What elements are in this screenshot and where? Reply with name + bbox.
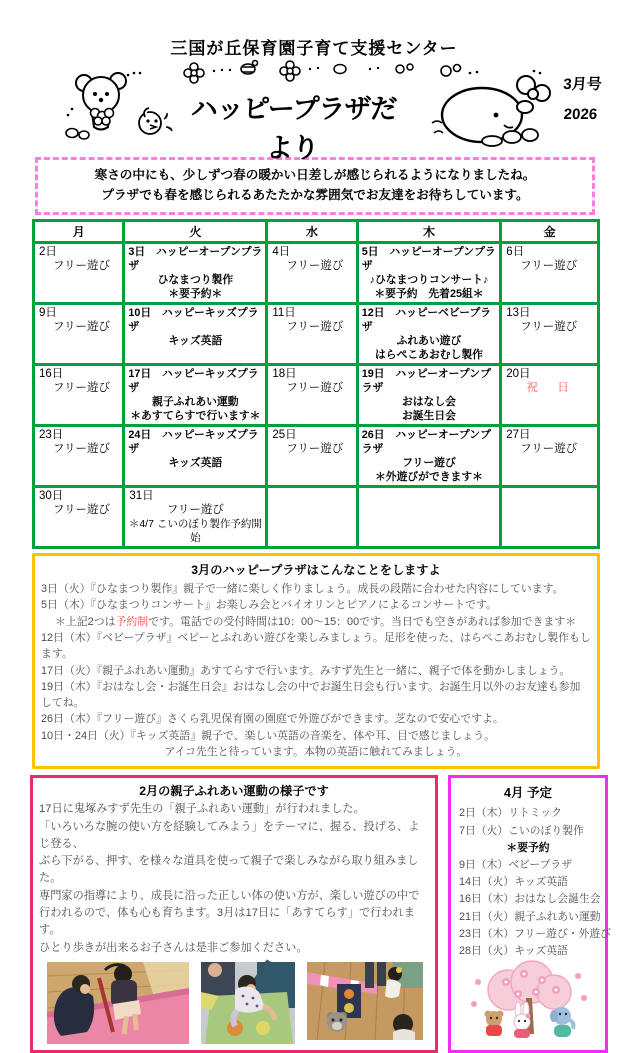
calendar-activity: フリー遊び <box>286 321 344 334</box>
calendar-event-title: 3日 ハッピーオープンプラザ <box>128 246 263 273</box>
march-info-line: 3日（火）『ひなまつり製作』親子で一緒に楽しく作りましょう。成長の段階に合わせた内容にしています。 <box>41 583 564 596</box>
february-report-line: 行われるので、体も心も育ちます。3月は17日に「あすてらす」で行われます。 <box>39 907 415 937</box>
march-info-line: 5日（木）『ひなまつりコンサート』お楽しみ会とバイオリンとピアノによるコンサートです。 <box>41 599 497 612</box>
calendar-cell <box>34 304 124 365</box>
calendar-activity: フリー遊び <box>53 382 111 395</box>
calendar-cell <box>34 426 124 487</box>
calendar-event-line: ＊要予約＊ <box>168 288 223 301</box>
march-info-box <box>32 553 600 769</box>
calendar-day-number: 13日 <box>506 307 531 320</box>
calendar-cell <box>357 487 501 548</box>
february-report-line: 専門家の指導により、成長に沿った正しい体の使い方が、楽しい遊びの中で <box>39 889 420 902</box>
march-info-line: ＊上記2つは予約制です。電話での受付時間は10：00～15：00です。当日でも空きがあれば参加できます＊ <box>55 615 577 628</box>
calendar-day-number: 16日 <box>39 368 64 381</box>
calendar-activity: フリー遊び <box>286 260 344 273</box>
calendar-event-line: 親子ふれあい運動 <box>152 396 239 409</box>
calendar-cell <box>501 243 599 304</box>
whale-doodle-icon <box>430 63 558 149</box>
march-info-title: 3月のハッピープラザはこんなことをしますよ <box>191 563 441 578</box>
march-info-line: 12日（木）『ベビープラザ』ベビーとふれあい遊びを楽しみましょう。足形を使った、はらぺこあおむし製作もします。 <box>41 631 591 661</box>
calendar-event-title: 24日 ハッピーキッズプラザ <box>128 429 259 456</box>
calendar-activity: フリー遊び <box>286 382 344 395</box>
greeting-box <box>35 157 595 215</box>
calendar-event-title: 19日 ハッピーオープンプラザ <box>361 368 491 395</box>
calendar-day-number: 20日 <box>506 368 531 381</box>
calendar-header-火: 火 <box>124 221 267 243</box>
march-info-line: 19日（木）『おはなし会・お誕生日会』おはなし会の中でお誕生日会も行います。お誕生月以外のお友達も参加してね。 <box>41 680 581 710</box>
photo-bar-hanging <box>47 962 189 1044</box>
calendar-cell <box>267 426 357 487</box>
calendar-day-number: 23日 <box>39 429 64 442</box>
calendar-event-title: 5日 ハッピーオープンプラザ <box>361 246 496 273</box>
calendar-event-title: 26日 ハッピーオープンプラザ <box>361 429 491 456</box>
calendar-cell <box>501 304 599 365</box>
april-schedule-item: 14日（火）キッズ英語 <box>459 876 568 889</box>
calendar-activity: フリー遊び <box>166 504 224 517</box>
calendar-cell <box>34 487 124 548</box>
calendar-cell <box>124 365 267 426</box>
calendar-event-line: ＊あすてらすで行います＊ <box>130 410 261 423</box>
february-report-line: ぶら下がる、押す、を様々な道具を使って親子で楽しみながら取り組みました。 <box>39 855 419 885</box>
calendar-event-line: はらぺこあおむし製作 <box>374 349 483 362</box>
calendar-activity: フリー遊び <box>53 321 111 334</box>
mouse-doodle-icon <box>62 61 180 145</box>
holiday-label: 祝 日 <box>526 382 573 395</box>
calendar-event-line: キッズ英語 <box>168 457 223 470</box>
page-title: ハッピープラザだより <box>190 94 397 163</box>
calendar-activity: フリー遊び <box>53 260 111 273</box>
april-schedule-item: 7日（火）こいのぼり製作 <box>459 824 584 837</box>
issue-month: 3月号 <box>562 76 602 93</box>
calendar-event-line: ひなまつり製作 <box>157 274 234 287</box>
april-schedule-item: 2日（木）リトミック <box>459 807 562 820</box>
calendar-event-line: ふれあい遊び <box>396 335 462 348</box>
april-schedule-title: 4月 予定 <box>504 786 552 801</box>
february-report-line: 17日に鬼塚みすず先生の「親子ふれあい運動」が行われました。 <box>39 803 365 816</box>
calendar-day-number: 27日 <box>506 429 531 442</box>
march-info-line: アイコ先生と待っています。本物の英語に触れてみましょう。 <box>164 746 468 758</box>
april-schedule-box <box>448 775 611 1053</box>
april-schedule-item: 16日（木）おはなし会誕生会 <box>459 893 601 906</box>
calendar-header-金: 金 <box>501 221 599 243</box>
calendar-cell <box>501 426 599 487</box>
calendar-cell <box>34 243 124 304</box>
greeting-line-2: プラザでも春を感じられるあたたかな雰囲気でお友達をお待ちしています。 <box>101 187 529 202</box>
calendar-cell <box>357 243 501 304</box>
photo-strip <box>39 962 429 1044</box>
calendar-activity: フリー遊び <box>520 260 578 273</box>
april-schedule-item: ＊要予約 <box>506 841 550 854</box>
calendar-activity: フリー遊び <box>53 504 111 517</box>
banner <box>0 61 628 163</box>
calendar-activity: フリー遊び <box>53 443 111 456</box>
february-report-box <box>30 775 438 1053</box>
calendar-cell <box>357 426 501 487</box>
org-title: 三国が丘保育園子育て支援センター <box>170 39 458 58</box>
calendar-event-title: 10日 ハッピーキッズプラザ <box>128 307 259 334</box>
april-schedule-item: 21日（火）親子ふれあい運動 <box>459 910 601 923</box>
calendar-cell <box>267 304 357 365</box>
calendar-header-水: 水 <box>267 221 357 243</box>
calendar-day-number: 9日 <box>39 307 57 320</box>
photo-pole-banner <box>307 962 423 1040</box>
calendar-event-line: お誕生日会 <box>401 410 456 423</box>
february-report-line: ひとり歩きが出来るお子さんは是非ご参加ください。 <box>39 941 308 954</box>
calendar-cell <box>267 365 357 426</box>
calendar-note: ＊4/7 こいのぼり製作予約開始 <box>128 518 262 545</box>
calendar-header-木: 木 <box>357 221 501 243</box>
april-schedule-item: 28日（火）キッズ英語 <box>459 944 568 957</box>
calendar-day-number: 11日 <box>272 307 296 320</box>
calendar-cell <box>124 487 267 548</box>
issue-year: 2026 <box>562 106 598 123</box>
april-schedule-item: 9日（木）ベビープラザ <box>459 858 573 871</box>
cherry-tree-illustration <box>455 964 601 1045</box>
calendar-cell <box>124 243 267 304</box>
calendar-day-number: 2日 <box>39 246 57 259</box>
calendar-event-title: 12日 ハッピーベビープラザ <box>361 307 492 334</box>
calendar-event-line: キッズ英語 <box>168 335 223 348</box>
issue-info <box>559 73 602 135</box>
march-info-line: 17日（火）『親子ふれあい運動』あすてらすで行います。みすず先生と一緒に、親子で体を動かしましょう。 <box>41 664 571 677</box>
flower-trail-icon <box>170 57 420 91</box>
calendar-cell <box>267 243 357 304</box>
calendar-cell <box>501 487 599 548</box>
calendar-event-title: 17日 ハッピーキッズプラザ <box>128 368 259 395</box>
calendar-event-line: おはなし会 <box>401 396 456 409</box>
march-calendar-table <box>32 219 600 549</box>
reservation-required-highlight: 予約制 <box>115 615 149 628</box>
calendar-event-line: ＊要予約 先着25組＊ <box>374 288 484 301</box>
february-report-lines <box>39 801 429 957</box>
calendar-day-number: 31日 <box>129 490 154 503</box>
april-schedule-list <box>455 805 611 960</box>
calendar-cell <box>357 365 501 426</box>
march-info-line: 10日・24日（火）『キッズ英語』親子で、楽しい英語の音楽を、体や耳、目で感じましょう。 <box>41 729 495 742</box>
calendar-day-number: 4日 <box>272 246 291 259</box>
march-info-lines <box>41 581 591 760</box>
photo-climbing-blocks <box>201 962 295 1044</box>
calendar-cell <box>124 426 267 487</box>
calendar-header-月: 月 <box>34 221 124 243</box>
calendar-day-number: 18日 <box>272 368 297 381</box>
calendar-day-number: 6日 <box>506 246 525 259</box>
calendar-cell <box>267 487 357 548</box>
calendar-cell <box>501 365 599 426</box>
calendar-cell <box>124 304 267 365</box>
calendar-event-line: ♪ひなまつりコンサート♪ <box>369 274 489 287</box>
april-schedule-item: 23日（木）フリー遊び・外遊び <box>459 927 611 940</box>
bottom-section <box>30 775 611 1053</box>
calendar-event-line: フリー遊び <box>402 457 456 470</box>
cherry-tree-animals-icon <box>466 964 590 1040</box>
march-info-line: 26日（木）『フリー遊び』さくら乳児保育園の園庭で外遊びができます。芝なので安心ですよ。 <box>41 713 504 726</box>
calendar-event-line: ＊外遊びができます＊ <box>374 471 483 484</box>
greeting-line-1: 寒さの中にも、少しずつ春の暖かい日差しが感じられるようになりましたね。 <box>94 168 536 182</box>
calendar-cell <box>34 365 124 426</box>
february-report-title: 2月の親子ふれあい運動の様子です <box>139 784 329 799</box>
calendar-cell <box>357 304 501 365</box>
calendar-day-number: 25日 <box>272 429 297 442</box>
calendar-day-number: 30日 <box>39 490 64 503</box>
calendar-activity: フリー遊び <box>520 321 578 334</box>
calendar-activity: フリー遊び <box>286 443 344 456</box>
calendar-activity: フリー遊び <box>520 443 578 456</box>
february-report-line: 「いろいろな腕の使い方を経験してみよう」をテーマに、握る、投げる、よじ登る、 <box>39 820 420 850</box>
